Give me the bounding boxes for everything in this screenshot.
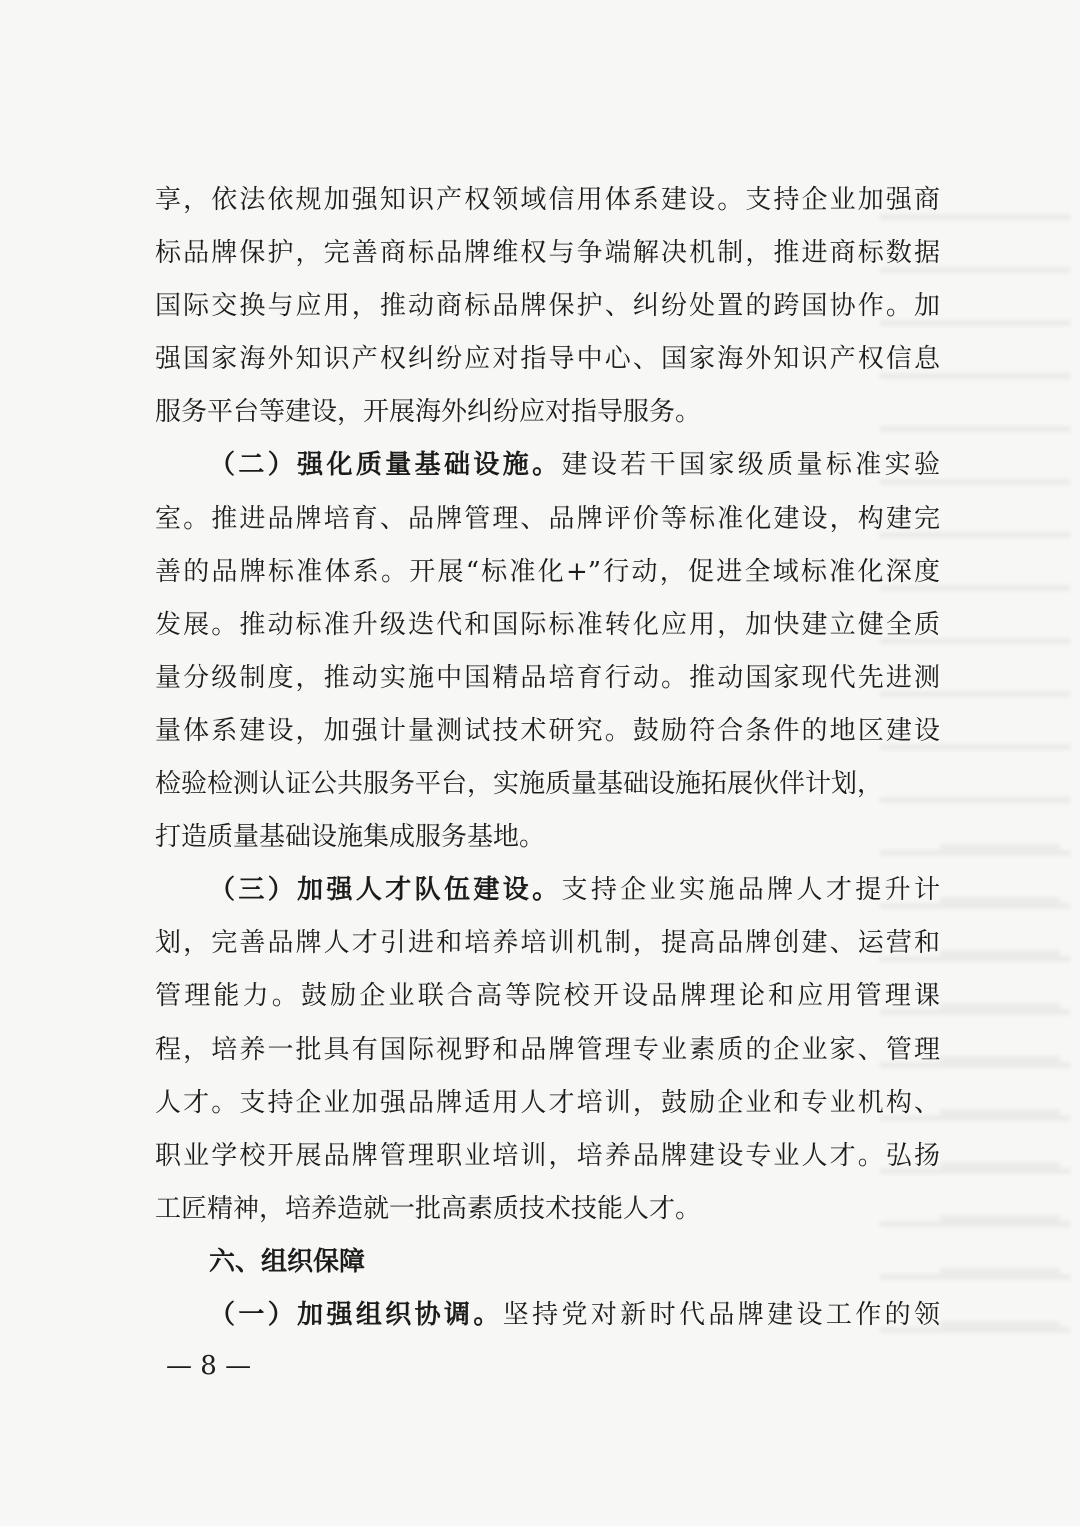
section-2-first-line: [155, 439, 940, 492]
body-line: 程，培养一批具有国际视野和品牌管理专业素质的企业家、管理: [155, 1034, 940, 1065]
section-2-first-line-text: 建设若干国家级质量标准实验: [561, 450, 940, 481]
section-3-first-line: [155, 864, 940, 917]
bleed-through-texture: [940, 800, 1060, 1360]
body-line: 服务平台等建设，开展海外纠纷应对指导服务。: [155, 397, 702, 428]
section-3-heading: （三）加强人才队伍建设。: [209, 875, 562, 906]
section-6-1-first-line-text: 坚持党对新时代品牌建设工作的领: [502, 1299, 940, 1330]
body-line: 管理能力。鼓励企业联合高等院校开设品牌理论和应用管理课: [155, 981, 940, 1012]
body-line: 职业学校开展品牌管理职业培训，培养品牌建设专业人才。弘扬: [155, 1140, 940, 1171]
body-line: 国际交换与应用，推动商标品牌保护、纠纷处置的跨国协作。加: [155, 291, 940, 322]
section-2-heading: （二）强化质量基础设施。: [209, 450, 562, 481]
section-3-first-line-text: 支持企业实施品牌人才提升计: [561, 875, 940, 906]
body-line: 善的品牌标准体系。开展“标准化+”行动，促进全域标准化深度: [155, 556, 940, 587]
body-line: 标品牌保护，完善商标品牌维权与争端解决机制，推进商标数据: [155, 238, 940, 269]
body-line: 量分级制度，推动实施中国精品培育行动。推动国家现代先进测: [155, 662, 940, 693]
body-line: 享，依法依规加强知识产权领域信用体系建设。支持企业加强商: [155, 185, 940, 215]
body-line: 发展。推动标准升级迭代和国际标准转化应用，加快建立健全质: [155, 609, 940, 640]
body-line: 室。推进品牌培育、品牌管理、品牌评价等标准化建设，构建完: [155, 503, 940, 534]
body-line: 打造质量基础设施集成服务基地。: [155, 822, 546, 853]
body-line: 工匠精神，培养造就一批高素质技术技能人才。: [155, 1193, 702, 1224]
section-6-1-first-line: [155, 1289, 940, 1342]
body-line: 检验检测认证公共服务平台，实施质量基础设施拓展伙伴计划，: [155, 769, 884, 800]
body-line: 量体系建设，加强计量测试技术研究。鼓励符合条件的地区建设: [155, 715, 940, 746]
page-number: — 8 —: [166, 1351, 252, 1381]
body-line: 人才。支持企业加强品牌适用人才培训，鼓励企业和专业机构、: [155, 1087, 940, 1118]
document-body: [155, 174, 940, 1342]
body-line: 划，完善品牌人才引进和培养培训机制，提高品牌创建、运营和: [155, 928, 940, 959]
chapter-6-heading: 六、组织保障: [209, 1246, 366, 1277]
section-6-1-heading: （一）加强组织协调。: [209, 1299, 503, 1330]
body-line: 强国家海外知识产权纠纷应对指导中心、国家海外知识产权信息: [155, 344, 940, 375]
